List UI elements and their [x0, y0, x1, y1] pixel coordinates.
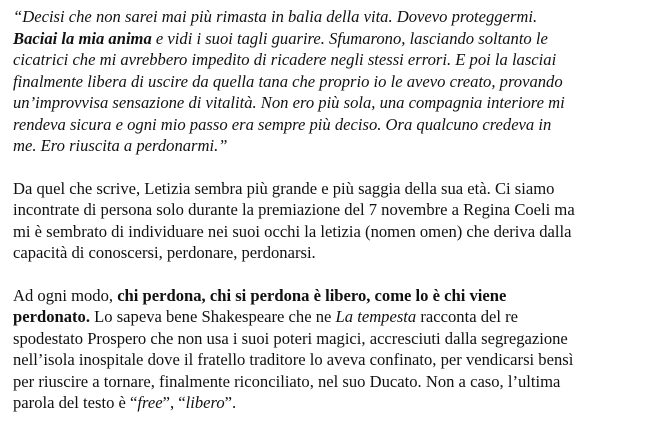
- text-line: mi è sembrato di individuare nei suoi occhi la letizia (nomen omen) che deriva dalla: [13, 221, 572, 241]
- text-run: racconta del re: [416, 307, 519, 326]
- quote-text: e vidi i suoi tagli guarire. Sfumarono, lasciando soltanto le: [151, 28, 548, 48]
- bold-phrase: perdonato.: [13, 307, 90, 326]
- quote-line: cicatrici che mi avrebbero impedito di ricadere negli stessi errori. E poi la lasciai: [13, 50, 557, 69]
- text-line: incontrate di persona solo durante la premiazione del 7 novembre a Regina Coeli ma: [13, 200, 575, 219]
- text-line: [13, 392, 635, 414]
- quote-line: “Decisi che non sarei mai più rimasta in balia della vita. Dovevo proteggermi.: [13, 7, 538, 26]
- text-line: [13, 306, 635, 328]
- text-line: [13, 285, 635, 307]
- text-line: Da quel che scrive, Letizia sembra più grande e più saggia della sua età. Ci siamo: [13, 178, 555, 198]
- italic-word: libero: [185, 393, 225, 412]
- text-run: Lo sapeva bene Shakespeare che ne: [89, 307, 336, 326]
- text-line: spodestato Prospero che non usa i suoi poteri magici, accresciuti dalla segregazione: [13, 328, 568, 348]
- quote-paragraph: [13, 6, 635, 157]
- text-line: capacità di conoscersi, perdonare, perdonarsi.: [13, 243, 316, 262]
- quote-line: finalmente libera di uscire da quella tana che proprio io le avevo creato, provando: [13, 71, 563, 91]
- quote-line: rendeva sicura e ogni mio passo era sempre più deciso. Ora qualcuno credeva in: [13, 114, 552, 134]
- quote-line: un’improvvisa sensazione di vitalità. Non ero più sola, una compagnia interiore mi: [13, 93, 565, 112]
- body-paragraph-2: [13, 178, 635, 264]
- text-run: parola del testo è “: [13, 393, 138, 412]
- text-line: nell’isola inospitale dove il fratello traditore lo aveva confinato, per vendicarsi bensì: [13, 350, 574, 369]
- body-paragraph-3: [13, 285, 635, 414]
- quote-line: me. Ero riuscita a perdonarmi.”: [13, 136, 228, 155]
- text-line: per riuscire a tornare, finalmente riconciliato, nel suo Ducato. Non a caso, l’ultima: [13, 371, 561, 391]
- text-run: ”, “: [162, 393, 186, 412]
- text-run: ”.: [224, 393, 237, 412]
- bold-phrase: Baciai la mia anima: [13, 28, 152, 48]
- italic-word: free: [137, 393, 163, 412]
- italic-title: La tempesta: [335, 307, 417, 326]
- bold-phrase: chi perdona, chi si perdona è libero, come lo è chi viene: [117, 285, 507, 305]
- text-run: Ad ogni modo,: [13, 285, 118, 305]
- quote-line: [13, 28, 635, 50]
